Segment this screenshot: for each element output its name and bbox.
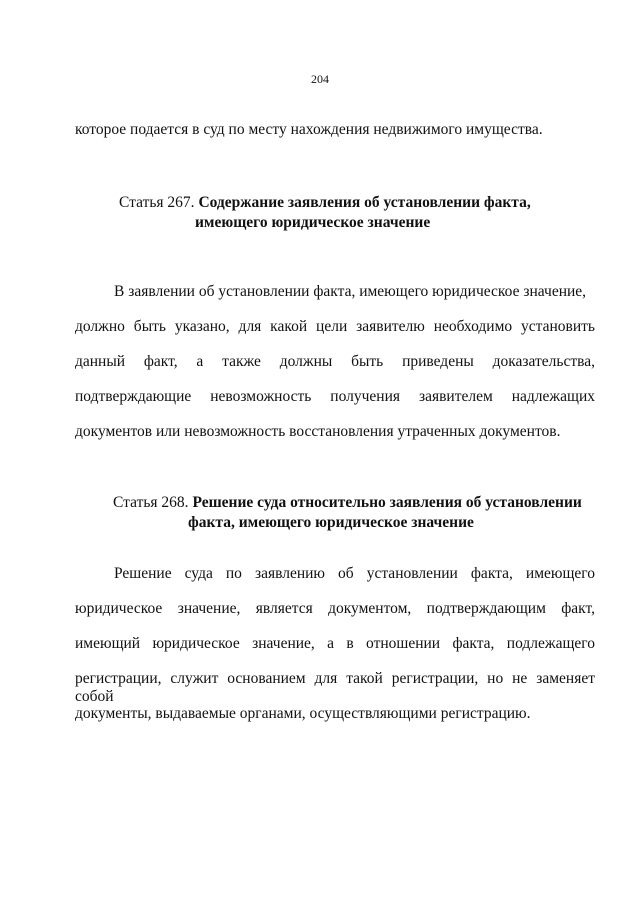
article-267-title-line2: имеющего юридическое значение — [195, 214, 431, 231]
paragraph-line: документы, выдаваемые органами, осуществляющими регистрацию. — [75, 705, 531, 722]
paragraph-line: регистрации, служит основанием для такой регистрации, но не заменяет собой — [75, 670, 595, 705]
paragraph-line: Решение суда по заявлению об установлении факта, имеющего — [114, 565, 595, 582]
article-267-title-line1: Содержание заявления об установлении факта, — [198, 194, 531, 211]
paragraph-line: подтверждающие невозможность получения заявителем надлежащих — [75, 388, 595, 405]
intro-line: которое подается в суд по месту нахождения недвижимого имущества. — [75, 121, 543, 138]
paragraph-line: В заявлении об установлении факта, имеющего юридическое значение, — [114, 283, 587, 300]
article-268-title-line1: Решение суда относительно заявления об установлении — [192, 494, 582, 511]
article-268-title-line2: факта, имеющего юридическое значение — [188, 514, 474, 531]
paragraph-line: данный факт, а также должны быть приведены доказательства, — [75, 353, 595, 370]
article-268-prefix: Статья 268. — [113, 494, 189, 511]
paragraph-line: юридическое значение, является документом, подтверждающим факт, — [75, 600, 595, 617]
page-number: 204 — [311, 72, 329, 86]
paragraph-line: должно быть указано, для какой цели заявителю необходимо установить — [75, 318, 595, 335]
paragraph-line: документов или невозможность восстановления утраченных документов. — [75, 423, 561, 440]
article-267-prefix: Статья 267. — [119, 194, 195, 211]
paragraph-line: имеющий юридическое значение, а в отношении факта, подлежащего — [75, 635, 595, 652]
